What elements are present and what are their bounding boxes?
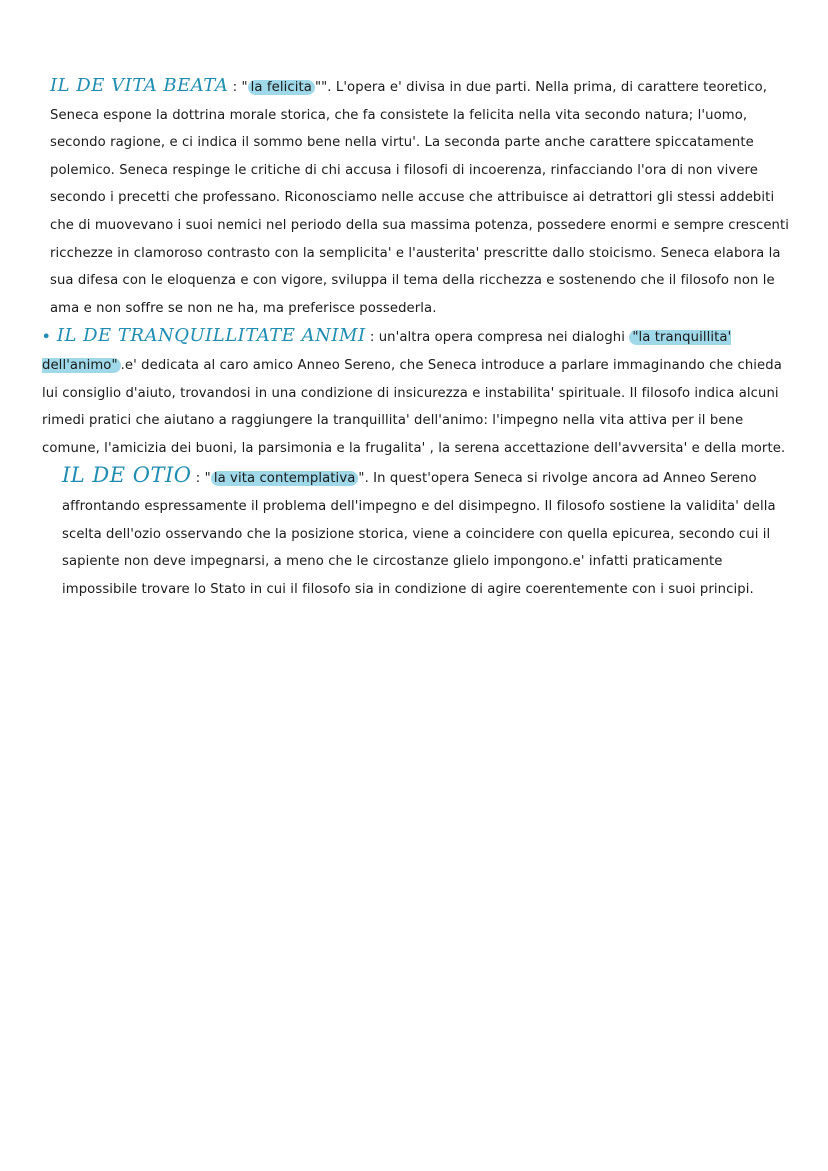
quote-close: "": [314, 80, 328, 95]
quote-close: ": [358, 471, 365, 487]
section-intro: un'altra opera compresa nei dialoghi: [378, 330, 630, 346]
section-title: IL DE OTIO: [62, 463, 192, 488]
separator: :: [228, 80, 242, 95]
section-body: . L'opera e' divisa in due parti. Nella prima, di carattere teoretico, Seneca espone la dottrina morale storica, che fa consistete la felicita nella vita secondo natura; l'uomo, secondo ragione, e ci indica il sommo bene nella virtu'. La seconda parte anche carattere spiccatamente polemico. Seneca respinge le critiche di chi accusa i filosofi di incoerenza, rinfacciando l'ora di non vivere secondo i precetti che professano. Riconosciamo nelle accuse che attribuisce ai detrattori gli stessi addebiti che di muovevano i suoi nemici nel periodo della sua massima potenza, possedere enormi e sempre crescenti ricchezze in clamoroso contrasto con la semplicita' e l'austerita' prescritte dallo stoicismo. Seneca elabora la sua difesa con le eloquenza e con vigore, sviluppa il tema della ricchezza e sostenendo che il filosofo non le ama e non soffre se non ne ha, ma preferisce possederla.: [50, 80, 790, 316]
highlighted-phrase: la vita contemplativa: [211, 471, 359, 486]
quote-open: ": [241, 80, 248, 95]
quote-open: ": [204, 471, 211, 487]
highlighted-phrase: la felicita: [248, 80, 315, 95]
section-de-tranquillitate-animi: [42, 322, 792, 462]
section-de-vita-beata: [42, 72, 792, 322]
highlighted-phrase: "la tranquillita' dell'animo": [42, 330, 732, 373]
separator: :: [191, 471, 205, 487]
section-body: .e' dedicata al caro amico Anneo Sereno, che Seneca introduce a parlare immaginando che chieda lui consiglio d'aiuto, trovandosi in una condizione di insicurezza e instabilita' spirituale. Il filosofo indica alcuni rimedi pratici che aiutano a raggiungere la tranquillita' dell'animo: l'impegno nella vita attiva per il bene comune, l'amicizia dei buoni, la parsimonia e la frugalita' , la serena accettazione dell'avversita' e della morte.: [42, 357, 786, 456]
section-title: IL DE TRANQUILLITATE ANIMI: [56, 325, 366, 347]
section-body: . In quest'opera Seneca si rivolge ancora ad Anneo Sereno affrontando espressamente il problema dell'impegno e del disimpegno. Il filosofo sostiene la validita' della scelta dell'ozio osservando che la posizione storica, viene a coincidere con quella epicurea, secondo cui il sapiente non deve impegnarsi, a meno che le circostanze glielo impongono.e' infatti praticamente impossibile trovare lo Stato in cui il filosofo sia in condizione di agire coerentemente con i suoi principi.: [62, 471, 776, 597]
section-de-otio: [42, 462, 792, 603]
separator: :: [365, 330, 379, 346]
bullet-marker: •: [42, 330, 51, 346]
section-title: IL DE VITA BEATA: [50, 75, 229, 96]
